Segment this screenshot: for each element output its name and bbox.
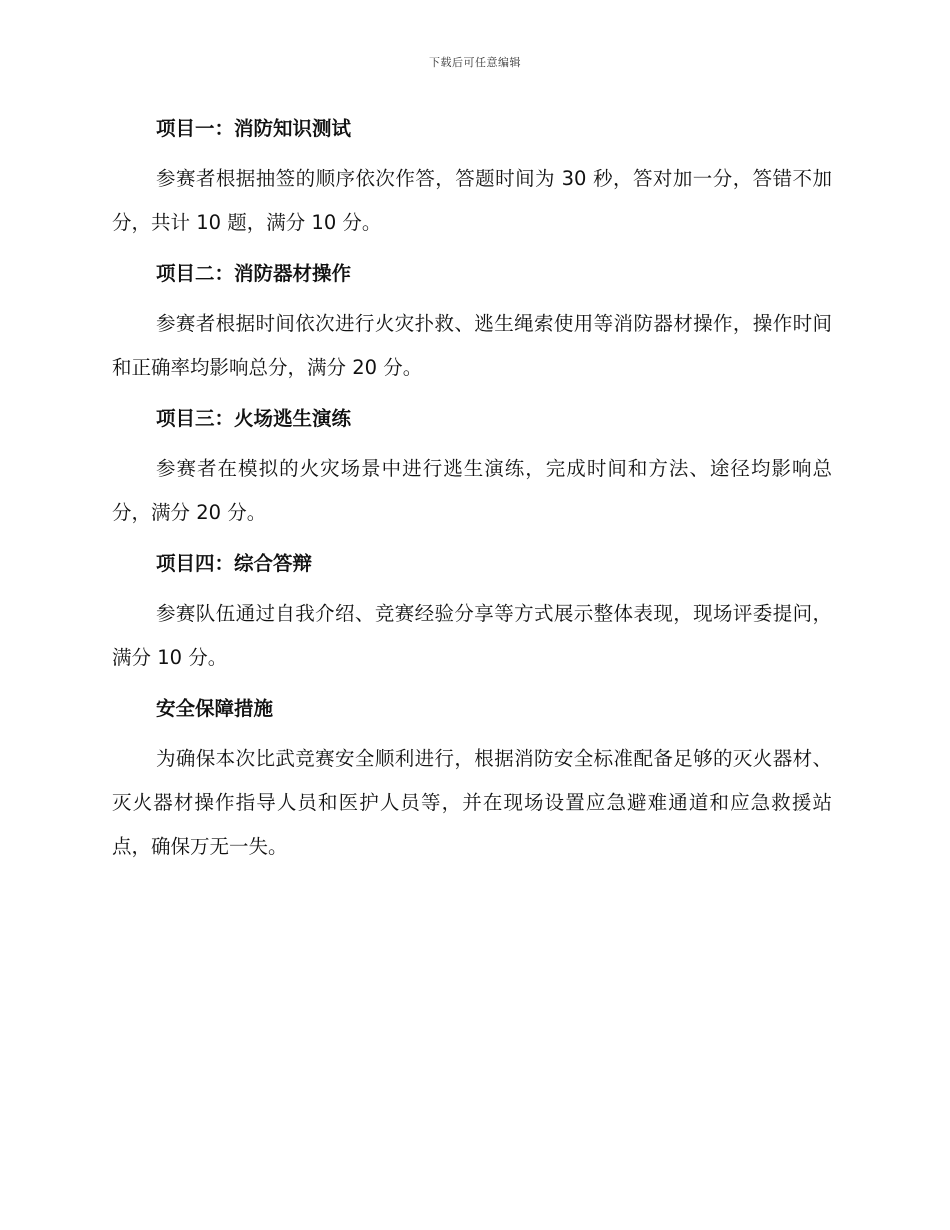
section-safety-measures (112, 694, 832, 869)
section-heading: 项目一：消防知识测试 (156, 117, 352, 140)
section-paragraph: 为确保本次比武竞赛安全顺利进行，根据消防安全标准配备足够的灭火器材、灭火器材操作指导人员和医护人员等，并在现场设置应急避难通道和应急救援站点，确保万无一失。 (112, 747, 832, 858)
section-heading: 项目二：消防器材操作 (156, 262, 352, 285)
section-paragraph: 参赛者根据抽签的顺序依次作答，答题时间为 30 秒，答对加一分，答错不加分，共计 10 题，满分 10 分。 (112, 167, 832, 234)
section-comprehensive-defense (112, 549, 832, 694)
section-fire-escape-drill (112, 404, 832, 549)
section-paragraph: 参赛队伍通过自我介绍、竞赛经验分享等方式展示整体表现，现场评委提问，满分 10 分。 (112, 602, 832, 669)
section-knowledge-test (112, 114, 832, 259)
section-heading: 安全保障措施 (156, 697, 274, 720)
section-equipment-operation (112, 259, 832, 404)
section-heading: 项目四：综合答辩 (156, 552, 313, 575)
section-paragraph: 参赛者在模拟的火灾场景中进行逃生演练，完成时间和方法、途径均影响总分，满分 20 分。 (112, 457, 832, 524)
section-paragraph: 参赛者根据时间依次进行火灾扑救、逃生绳索使用等消防器材操作，操作时间和正确率均影响总分，满分 20 分。 (112, 312, 832, 379)
section-heading: 项目三：火场逃生演练 (156, 407, 352, 430)
page-header: 下载后可任意编辑 (429, 56, 521, 69)
document-body (112, 114, 832, 869)
